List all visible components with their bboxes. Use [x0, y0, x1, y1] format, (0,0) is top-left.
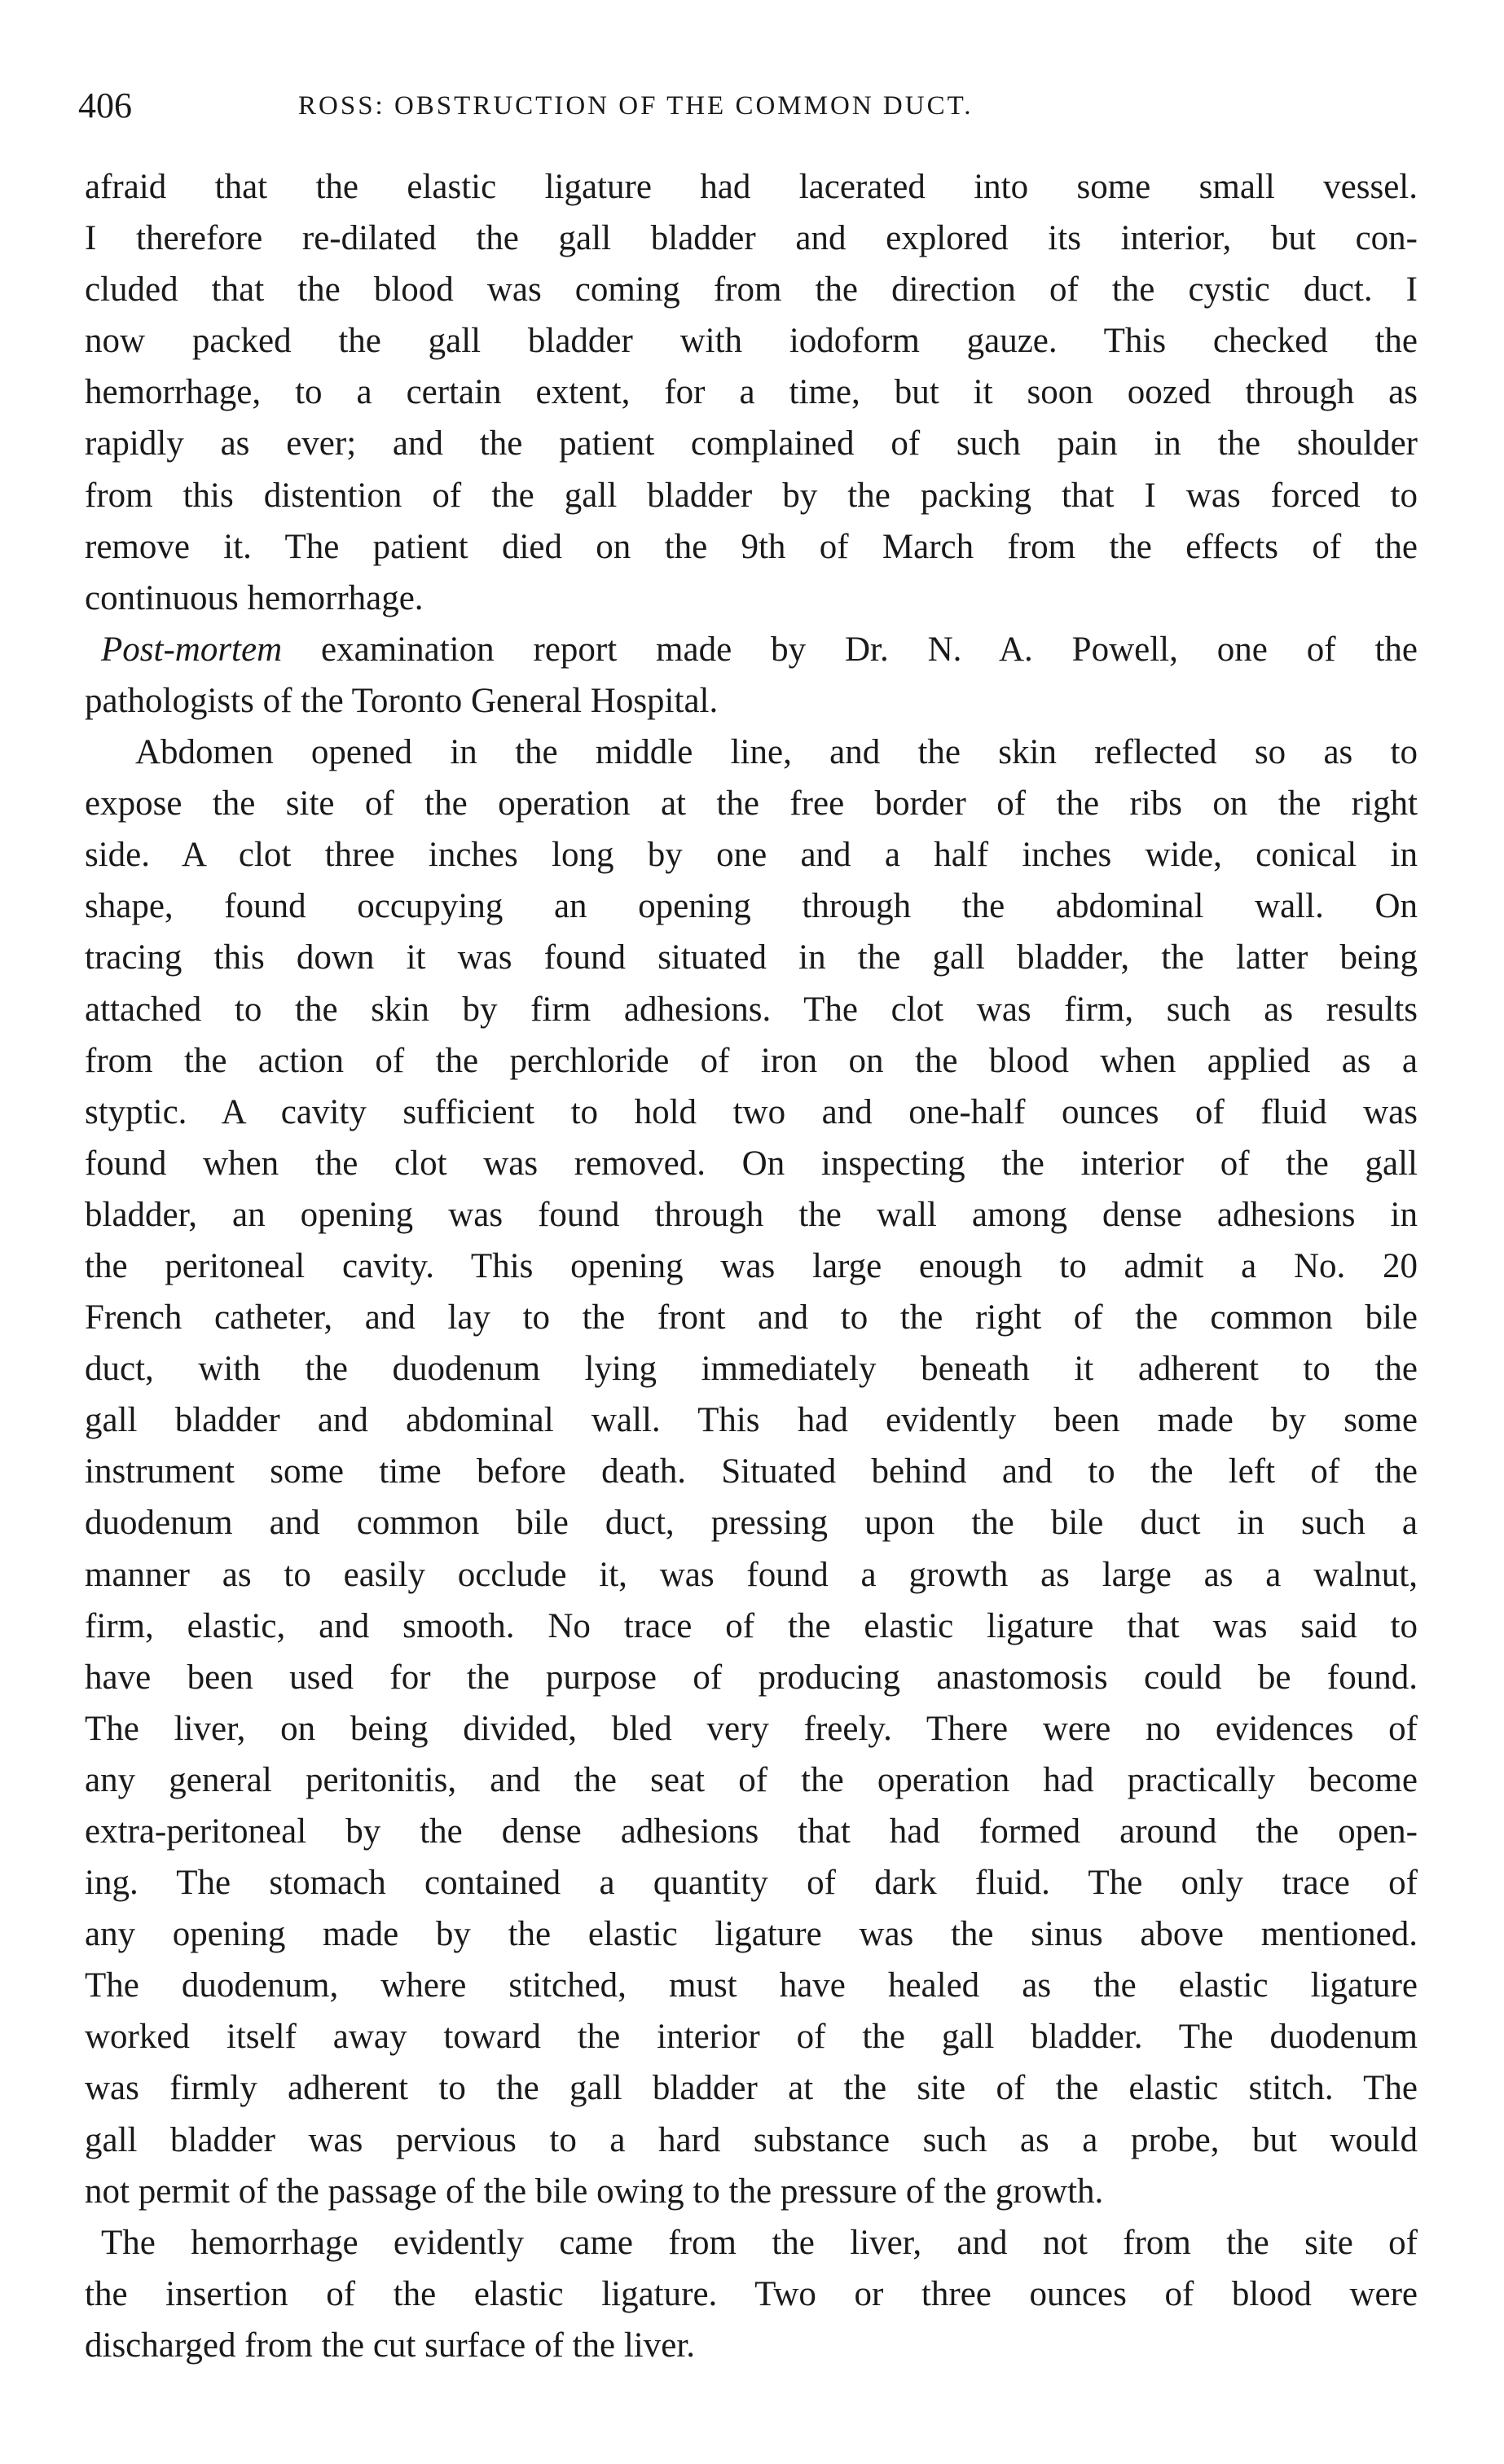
text-line: pathologists of the Toronto General Hospital.	[85, 681, 719, 720]
text-line: rapidly as ever; and the patient complained of such pain in the shoulder	[85, 424, 1418, 463]
text-line: bladder, an opening was found through the wall among dense adhesions in	[85, 1195, 1418, 1234]
text-line: now packed the gall bladder with iodoform gauze. This checked the	[85, 322, 1418, 361]
text-line: expose the site of the operation at the free border of the ribs on the right	[85, 784, 1418, 824]
running-title: ROSS: OBSTRUCTION OF THE COMMON DUCT.	[298, 91, 974, 121]
text-line: tracing this down it was found situated in the gall bladder, the latter being	[85, 938, 1418, 977]
paragraph-conclusion	[85, 2217, 1418, 2371]
text-line: gall bladder was pervious to a hard substance such as a probe, but would	[85, 2120, 1418, 2159]
text-line: I therefore re-dilated the gall bladder and explored its interior, but con-	[85, 219, 1418, 258]
page-number: 406	[78, 86, 132, 125]
text-line: extra-peritoneal by the dense adhesions that had formed around the open-	[85, 1812, 1418, 1851]
text-line: French catheter, and lay to the front and to the right of the common bile	[85, 1298, 1418, 1337]
text-line: afraid that the elastic ligature had lacerated into some small vessel.	[85, 168, 1418, 206]
paragraph-post-mortem	[85, 624, 1418, 727]
text-line: cluded that the blood was coming from the direction of the cystic duct. I	[85, 270, 1418, 310]
text-line	[85, 624, 1418, 675]
text-line: duct, with the duodenum lying immediately beneath it adherent to the	[85, 1350, 1418, 1389]
text-line: side. A clot three inches long by one and a half inches wide, conical in	[85, 836, 1418, 875]
text-line: Abdomen opened in the middle line, and the skin reflected so as to	[135, 733, 1418, 772]
italic-lead: Post-mortem	[101, 630, 283, 669]
text-line: any general peritonitis, and the seat of the operation had practically become	[85, 1760, 1418, 1799]
text-line: discharged from the cut surface of the liver.	[85, 2326, 696, 2365]
text-line: The duodenum, where stitched, must have healed as the elastic ligature	[85, 1966, 1418, 2005]
text-line: was firmly adherent to the gall bladder at the site of the elastic stitch. The	[85, 2069, 1418, 2108]
text-line: gall bladder and abdominal wall. This had evidently been made by some	[85, 1401, 1418, 1440]
running-head	[78, 81, 1235, 130]
text-line: worked itself away toward the interior of the gall bladder. The duodenum	[85, 2018, 1418, 2057]
text-line: firm, elastic, and smooth. No trace of the elastic ligature that was said to	[85, 1606, 1418, 1645]
text-line: not permit of the passage of the bile owing to the pressure of the growth.	[85, 2172, 1104, 2211]
text-line: from this distention of the gall bladder by the packing that I was forced to	[85, 476, 1418, 515]
text-line: attached to the skin by firm adhesions. The clot was firm, such as results	[85, 990, 1418, 1029]
line-rest: examination report made by Dr. N. A. Powell, one of the	[282, 630, 1418, 669]
text-line: from the action of the perchloride of iron on the blood when applied as a	[85, 1041, 1418, 1080]
text-line: ing. The stomach contained a quantity of dark fluid. The only trace of	[85, 1864, 1418, 1903]
text-line: duodenum and common bile duct, pressing upon the bile duct in such a	[85, 1504, 1418, 1543]
text-line: manner as to easily occlude it, was found a growth as large as a walnut,	[85, 1555, 1418, 1594]
text-line: any opening made by the elastic ligature was the sinus above mentioned.	[85, 1915, 1418, 1954]
text-line: continuous hemorrhage.	[85, 578, 424, 617]
paragraph-continuation	[85, 161, 1418, 624]
text-line: The liver, on being divided, bled very freely. There were no evidences of	[85, 1709, 1418, 1748]
paragraph-findings	[85, 727, 1418, 2217]
text-line: styptic. A cavity sufficient to hold two and one-half ounces of fluid was	[85, 1092, 1418, 1131]
text-line: found when the clot was removed. On inspecting the interior of the gall	[85, 1144, 1418, 1183]
text-line: the peritoneal cavity. This opening was large enough to admit a No. 20	[85, 1246, 1418, 1285]
text-line: have been used for the purpose of producing anastomosis could be found.	[85, 1658, 1418, 1697]
text-line: remove it. The patient died on the 9th of March from the effects of the	[85, 527, 1418, 566]
text-line: The hemorrhage evidently came from the liver, and not from the site of	[101, 2223, 1418, 2262]
text-line: shape, found occupying an opening through the abdominal wall. On	[85, 887, 1418, 926]
text-line: instrument some time before death. Situated behind and to the left of the	[85, 1452, 1418, 1491]
body-text	[85, 161, 1418, 2371]
text-line: the insertion of the elastic ligature. Two or three ounces of blood were	[85, 2274, 1418, 2313]
text-line: hemorrhage, to a certain extent, for a time, but it soon oozed through as	[85, 373, 1418, 412]
